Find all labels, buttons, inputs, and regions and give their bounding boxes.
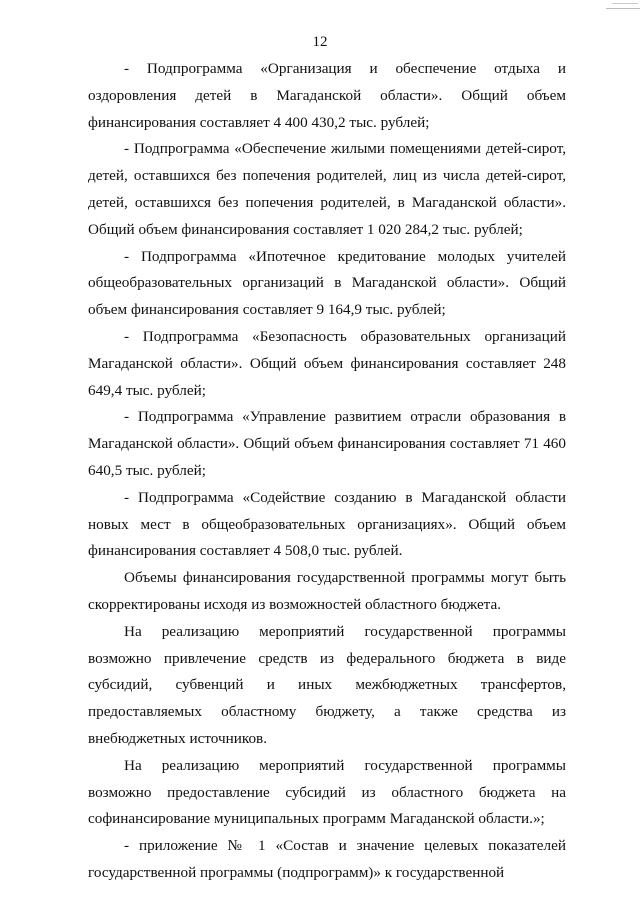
paragraph-appendix-1: - приложение № 1 «Состав и значение целевых показателей государственной программы (подпрограмм)» к государственной (88, 837, 566, 881)
page-number: 12 (312, 34, 328, 50)
paragraph-subprogram-teacher-mortgage: - Подпрограмма «Ипотечное кредитование молодых учителей общеобразовательных организаций в Магаданской области». Общий объем финансирования составляет 9 164,9 тыс. рублей; (88, 247, 566, 319)
paragraph-federal-funds: На реализацию мероприятий государственной программы возможно привлечение средств из федерального бюджета в виде субсидий, субвенций и иных межбюджетных трансфертов, предоставляемых областному бюджету, а также средства из внебюджетных источников. (88, 622, 566, 747)
paragraph-subprogram-orphan-housing: - Подпрограмма «Обеспечение жилыми помещениями детей-сирот, детей, оставшихся без попечения родителей, лиц из числа детей-сирот, детей, оставшихся без попечения родителей, в Магаданской области». Общий объем финансирования составляет 1 020 284,2 тыс. рублей; (88, 140, 566, 238)
document-body (88, 56, 566, 887)
paragraph-municipal-subsidies: На реализацию мероприятий государственной программы возможно предоставление субсидий из областного бюджета на софинансирование муниципальных программ Магаданской области.»; (88, 756, 566, 828)
scan-edge-mark (606, 0, 640, 9)
paragraph-subprogram-safety: - Подпрограмма «Безопасность образовательных организаций Магаданской области». Общий объем финансирования составляет 248 649,4 тыс. рублей; (88, 327, 566, 399)
paragraph-subprogram-recreation: - Подпрограмма «Организация и обеспечение отдыха и оздоровления детей в Магаданской области». Общий объем финансирования составляет 4 400 430,2 тыс. рублей; (88, 60, 566, 131)
paragraph-funding-adjustment: Объемы финансирования государственной программы могут быть скорректированы исходя из возможностей областного бюджета. (88, 569, 566, 613)
paragraph-subprogram-new-places: - Подпрограмма «Содействие созданию в Магаданской области новых мест в общеобразовательных организациях». Общий объем финансирования составляет 4 508,0 тыс. рублей. (88, 488, 566, 560)
paragraph-subprogram-management: - Подпрограмма «Управление развитием отрасли образования в Магаданской области». Общий объем финансирования составляет 71 460 640,5 тыс. рублей; (88, 408, 566, 479)
